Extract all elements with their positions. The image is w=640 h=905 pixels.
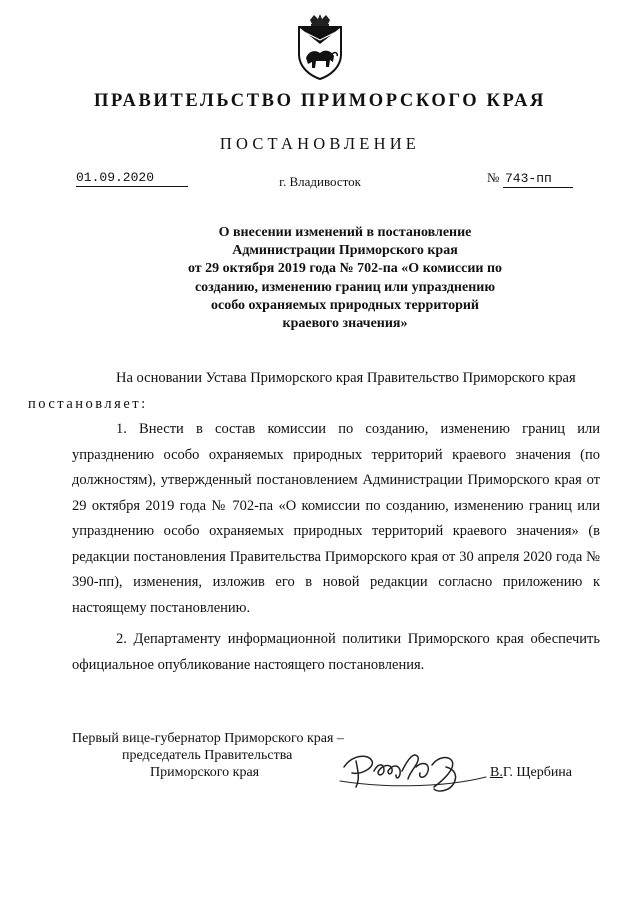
name-rest: Г. Щербина [502,765,573,780]
number-sign: № [487,170,500,185]
document-number-block [487,170,573,188]
document-body [28,366,600,684]
position-line: Приморского края [150,765,260,780]
handwritten-signature [338,737,488,799]
document-number: 743-пп [503,171,573,188]
item-2-paragraph: 2. Департаменту информационной политики Приморского края обеспечить официальное опубликование настоящего постановления. [72,631,600,673]
signatory-position [72,730,344,781]
name-initial: В. [490,765,503,780]
subject-line: особо охраняемых природных территорий [210,297,479,313]
document-date: 01.09.2020 [76,170,188,187]
subject-line: от 29 октября 2019 года № 702-па «О комиссии по [187,261,503,277]
subject-line: Администрации Приморского края [232,243,458,259]
position-line: председатель Правительства [122,748,293,763]
position-line: Первый вице-губернатор Приморского края – [72,731,344,746]
subject-line: созданию, изменению границ или упразднению [194,279,496,295]
decree-word: постановляет: [28,395,148,412]
item-1-paragraph: 1. Внести в состав комиссии по созданию, изменению границ или упразднению особо охраняемых природных территорий краевого значения (по должностям), утвержденный постановлением Администрации Приморского края от 29 октября 2019 года № 702-па «О комиссии по созданию, изменению границ или упразднению особо охраняемых природных территорий краевого значения» (в редакции постановления Правительства Приморского края от 30 апреля 2020 года № 390-пп), изменения, изложив его в новой редакции согласно приложению к настоящему постановлению. [72,421,600,616]
preamble-paragraph [28,366,600,417]
preamble-text: На основании Устава Приморского края Правительство Приморского края [116,370,576,386]
coat-of-arms-icon [296,14,344,80]
government-title: ПРАВИТЕЛЬСТВО ПРИМОРСКОГО КРАЯ [93,91,546,111]
subject-line: краевого значения» [282,316,408,332]
document-subject [150,224,540,333]
subject-line: О внесении изменений в постановление [218,225,472,240]
document-city: г. Владивосток [279,174,361,189]
signatory-name [490,765,572,781]
document-type: ПОСТАНОВЛЕНИЕ [219,134,421,153]
